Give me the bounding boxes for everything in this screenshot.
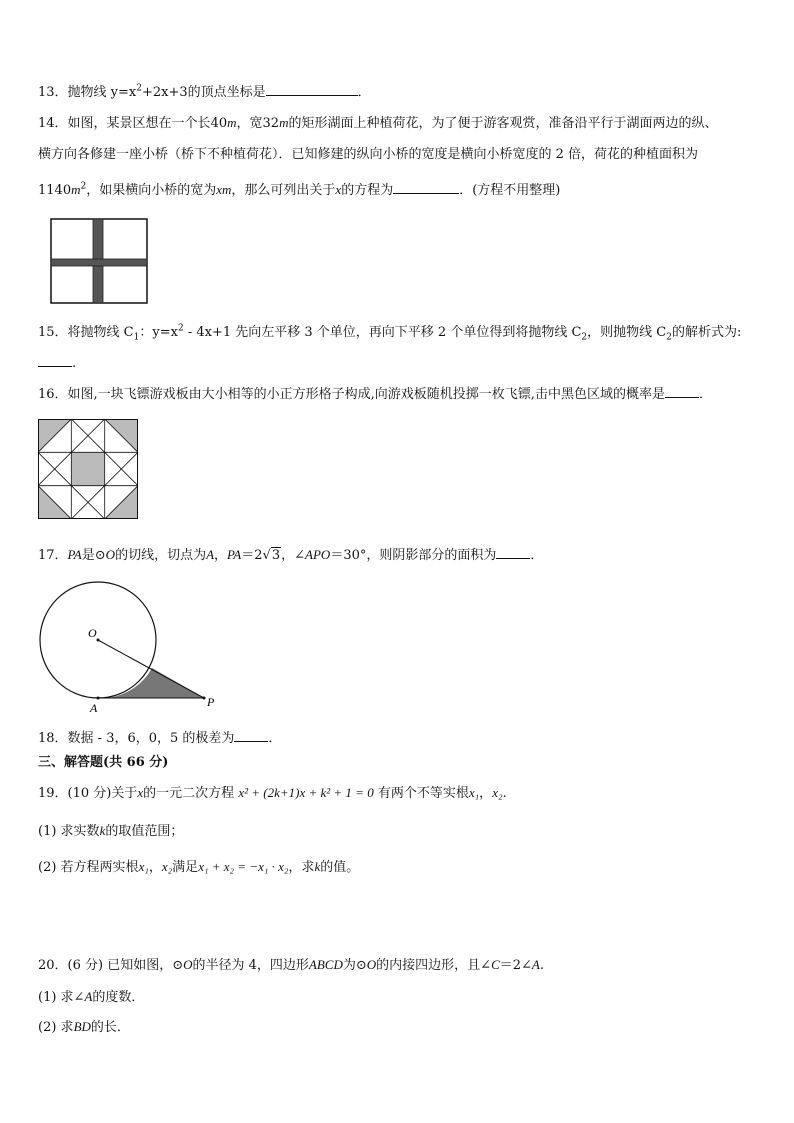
punctuation: ．	[357, 85, 371, 100]
question-number: 14．	[38, 116, 68, 131]
question-16	[38, 384, 712, 404]
q20-text: ＝2∠	[499, 958, 532, 973]
q20-text: 的内接四边形，且∠	[376, 958, 492, 973]
punctuation: ，	[479, 786, 493, 801]
answer-blank	[393, 180, 459, 194]
q19-text: 的一元二次方程	[143, 786, 235, 801]
length-value: 40	[210, 116, 228, 131]
q19-text: 有两个不等实根	[377, 786, 469, 801]
q17-text: ＝2	[241, 548, 263, 563]
q20-text: 的度数．	[92, 990, 145, 1005]
q20-text: (1) 求∠	[38, 990, 85, 1005]
q17-text: 是⊙	[81, 548, 106, 563]
q19-text: 的值。	[320, 860, 360, 875]
answer-blank	[266, 82, 358, 96]
q20-text: (2) 求	[38, 1020, 74, 1035]
dart-board-figure	[38, 419, 138, 519]
punctuation: ，	[148, 860, 162, 875]
answer-blank	[234, 728, 268, 742]
segment-label: PA	[67, 547, 82, 562]
q14-text: 横方向各修建一座小桥（桥下不种植荷花）．已知修建的纵向小桥的宽度是横向小桥宽度的 2 倍，荷花的种植面积为	[38, 147, 699, 162]
q15-text: ：y=x	[139, 325, 178, 340]
punctuation: .	[72, 356, 77, 371]
answer-blank	[38, 353, 72, 367]
answer-blank	[496, 545, 530, 559]
variable: k	[314, 859, 321, 874]
punctuation: .	[502, 786, 507, 801]
q14-text: 如图，某景区想在一个长	[67, 116, 211, 131]
q20-text: 为⊙	[342, 958, 367, 973]
subscript: 2	[666, 332, 672, 343]
q17-text: 的切线，切点为	[115, 548, 207, 563]
q19-text: (10 分)关于	[67, 786, 138, 801]
question-number: 16．	[38, 387, 68, 402]
question-number: 18．	[38, 731, 68, 746]
q19-text: ，求	[288, 860, 315, 875]
punctuation: .	[539, 958, 545, 973]
question-18	[38, 728, 281, 748]
root-x2: x₂	[492, 785, 503, 800]
label-p: P	[207, 695, 215, 709]
subscript: 2	[581, 332, 588, 343]
point-label: A	[206, 547, 215, 562]
shaded-center-square	[71, 452, 104, 485]
unit: m	[279, 115, 289, 130]
label-o: O	[88, 626, 97, 640]
q14-text: 的矩形湖面上种植荷花，为了便于游客观赏，准备沿平行于湖面两边的纵、	[288, 116, 718, 131]
q14-text: ，那么可列出关于	[231, 183, 336, 198]
circle-tangent-figure	[36, 576, 226, 716]
q14-text: 的方程为	[341, 183, 394, 198]
q15-text: 的解析式为:	[671, 325, 742, 340]
angle-label: APO	[305, 547, 331, 562]
point-label: O	[366, 957, 377, 972]
q14-text: ．(方程不用整理)	[459, 183, 561, 198]
root-x1: x₁	[138, 859, 149, 874]
q17-text: ，	[214, 548, 228, 563]
point-label: O	[183, 957, 193, 972]
q15-text: - 4x+1 先向左平移 3 个单位，再向下平移 2 个单位得到将抛物线 C	[183, 325, 582, 340]
root-x2: x₂	[161, 859, 173, 874]
lake-bridge-figure	[50, 218, 148, 304]
q17-text: ，∠	[281, 548, 306, 563]
question-number: 17．	[38, 548, 68, 563]
variable: x	[137, 785, 144, 800]
question-13	[38, 82, 371, 102]
angle-label: A	[531, 957, 540, 972]
q15-text: ，则抛物线 C	[587, 325, 667, 340]
q13-text: +2x+3的顶点坐标是	[141, 85, 266, 100]
question-19	[38, 784, 507, 803]
question-17	[38, 545, 543, 565]
center-point	[97, 639, 100, 642]
exponent: 2	[80, 181, 87, 192]
angle-label: C	[491, 957, 500, 972]
question-number: 15．	[38, 325, 68, 340]
question-14-line1	[38, 114, 717, 133]
question-15-line1	[38, 324, 741, 342]
q19-text: (1) 求实数	[38, 824, 100, 839]
horizontal-bridge	[51, 259, 147, 266]
equation: x₁ + x₂ = −x₁ · x₂	[198, 859, 289, 874]
punctuation: ．	[268, 731, 282, 746]
punctuation: ．	[698, 387, 712, 402]
area-value: 1140	[38, 183, 72, 198]
variable: xm	[216, 182, 232, 197]
point-a	[97, 697, 100, 700]
q19-text: 的取值范围；	[105, 824, 184, 839]
q19-text: 满足	[172, 860, 199, 875]
width-value: 32	[262, 116, 280, 131]
subscript: 1	[133, 332, 140, 343]
unit: m	[227, 115, 237, 130]
q16-text: 如图,一块飞镖游戏板由大小相等的小正方形格子构成,向游戏板随机投掷一枚飞镖,击中黑色区域的概率是	[67, 387, 665, 402]
question-14-line2	[38, 146, 698, 164]
question-20	[38, 956, 544, 975]
question-15-line2	[38, 353, 76, 373]
question-number: 19．	[38, 786, 68, 801]
question-14-line3	[38, 180, 560, 200]
shaded-region	[98, 668, 204, 698]
q20-text: 的半径为 4，四边形	[192, 958, 309, 973]
q20-text: 的长．	[90, 1020, 130, 1035]
q17-text: ＝30°，则阴影部分的面积为	[330, 548, 497, 563]
variable: k	[99, 823, 106, 838]
q18-text: 数据 - 3，6，0，5 的极差为	[67, 731, 235, 746]
question-20-part2	[38, 1018, 130, 1037]
q14-text: ，宽	[236, 116, 263, 131]
variable: x	[335, 182, 342, 197]
section-heading: 三、解答题(共 66 分)	[38, 755, 169, 770]
q19-text: (2) 若方程两实根	[38, 860, 139, 875]
segment-label: BD	[73, 1019, 91, 1034]
q20-text: (6 分) 已知如图，⊙	[67, 958, 184, 973]
question-20-part1	[38, 988, 144, 1007]
angle-label: A	[84, 989, 93, 1004]
sqrt-radicand: 3	[271, 548, 281, 563]
question-19-part1	[38, 822, 183, 841]
q15-text: 将抛物线 C	[67, 325, 134, 340]
unit: m	[71, 182, 81, 197]
sqrt-symbol: √	[262, 548, 271, 563]
exponent: 2	[177, 323, 184, 334]
point-p	[203, 697, 206, 700]
equation: x² + (2k+1)x + k² + 1 = 0	[238, 785, 374, 800]
exponent: 2	[136, 83, 142, 94]
q14-text: ，如果横向小桥的宽为	[86, 183, 217, 198]
root-x1: x₁	[468, 785, 480, 800]
question-number: 13．	[38, 85, 68, 100]
quadrilateral-label: ABCD	[308, 957, 343, 972]
answer-blank	[665, 384, 699, 398]
segment-label: PA	[227, 547, 242, 562]
label-a: A	[90, 701, 98, 715]
question-number: 20．	[38, 958, 68, 973]
point-label: O	[105, 547, 116, 562]
punctuation: ．	[530, 548, 544, 563]
question-19-part2	[38, 858, 359, 877]
q13-text: 抛物线 y=x	[67, 85, 137, 100]
